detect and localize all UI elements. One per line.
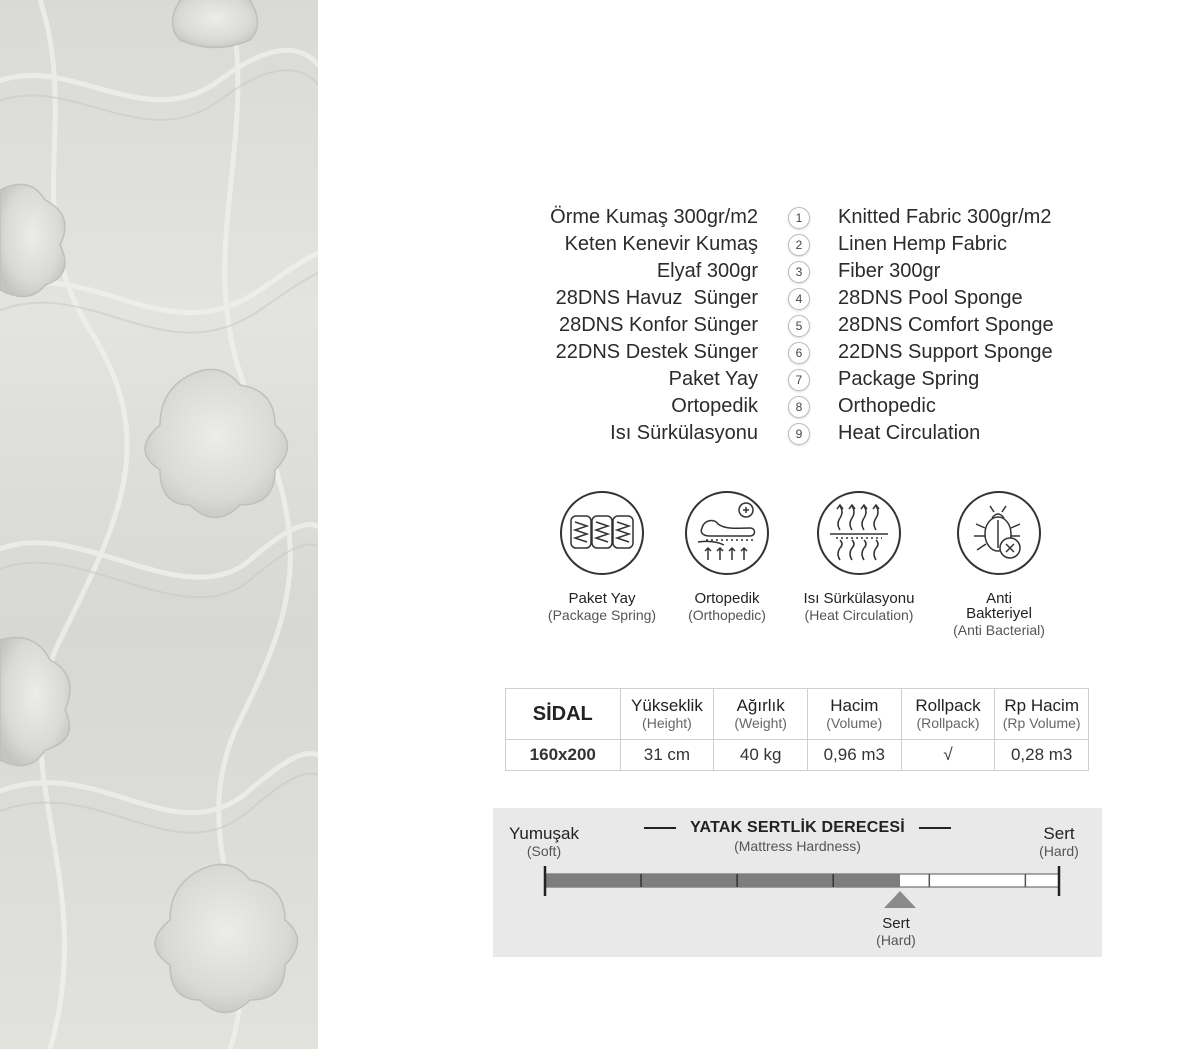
header-sub: (Height) [642, 715, 692, 731]
header-sub: (Volume) [826, 715, 883, 731]
anti-bacterial-icon [956, 490, 1042, 576]
size-cell [506, 740, 621, 771]
layer-number-badge: 9 [788, 423, 810, 445]
specs-table [505, 688, 1089, 771]
scale-fill [545, 874, 900, 887]
layer-number-badge: 1 [788, 207, 810, 229]
hardness-subtitle: (Mattress Hardness) [734, 838, 861, 854]
layer-row [520, 258, 1120, 285]
layer-row [520, 420, 1120, 447]
header-cell [995, 689, 1089, 740]
header-main: Yükseklik [631, 696, 703, 715]
header-cell [901, 689, 995, 740]
fabric-texture-image [0, 0, 318, 1049]
value-cell: 31 cm [620, 740, 714, 771]
layer-number-badge: 4 [788, 288, 810, 310]
layer-number-badge: 3 [788, 261, 810, 283]
layer-number-badge: 8 [788, 396, 810, 418]
model-name: SİDAL [532, 702, 593, 725]
layer-name-tr: Keten Kenevir Kumaş [564, 233, 758, 255]
layer-name-en: Fiber 300gr [838, 260, 941, 282]
layer-row [520, 231, 1120, 258]
feature-label: Paket Yay [568, 590, 636, 607]
layer-name-en: Linen Hemp Fabric [838, 233, 1007, 255]
hard-label: Sert [1043, 824, 1075, 843]
feature-sublabel: (Orthopedic) [688, 607, 766, 623]
value-cell: 0,28 m3 [995, 740, 1089, 771]
layer-name-tr: Isı Sürkülasyonu [610, 422, 758, 444]
heat-circulation-icon [816, 490, 902, 576]
hardness-scale [493, 808, 1102, 918]
size-value: 160x200 [529, 745, 596, 764]
layer-row [520, 393, 1120, 420]
marker-label [863, 916, 929, 949]
layer-name-en: 28DNS Pool Sponge [838, 287, 1023, 309]
layer-name-tr: Ortopedik [671, 395, 758, 417]
layer-name-en: Orthopedic [838, 395, 936, 417]
layer-name-tr: 22DNS Destek Sünger [555, 341, 758, 363]
header-main: Rollpack [915, 696, 981, 715]
layer-name-tr: Elyaf 300gr [656, 260, 758, 282]
layer-name-tr: Paket Yay [668, 368, 758, 390]
orthopedic-icon [684, 490, 770, 576]
feature-label: Anti Bakteriyel [966, 590, 1032, 622]
feature-icons [540, 490, 1080, 640]
soft-sublabel: (Soft) [526, 843, 562, 859]
layer-name-tr: Örme Kumaş 300gr/m2 [550, 206, 758, 228]
hard-sublabel: (Hard) [1039, 843, 1079, 859]
layer-name-en: Heat Circulation [838, 422, 981, 444]
package-spring-icon [559, 490, 645, 576]
feature-sublabel: (Heat Circulation) [804, 607, 914, 623]
marker-label-sub: (Hard) [876, 932, 916, 948]
feature-sublabel: (Anti Bacterial) [953, 622, 1045, 638]
value-cell: √ [901, 740, 995, 771]
header-sub: (Weight) [734, 715, 787, 731]
fabric-pattern [0, 0, 318, 1049]
layer-row [520, 339, 1120, 366]
layer-name-en: 28DNS Comfort Sponge [838, 314, 1054, 336]
value-cell: 40 kg [714, 740, 808, 771]
layer-number-badge: 6 [788, 342, 810, 364]
layer-name-en: Knitted Fabric 300gr/m2 [838, 206, 1052, 228]
feature-package-spring [537, 490, 667, 624]
layer-number-badge: 7 [788, 369, 810, 391]
hardness-panel [493, 808, 1102, 957]
header-main: Ağırlık [736, 696, 785, 715]
soft-label: Yumuşak [509, 824, 579, 843]
layer-number-badge: 5 [788, 315, 810, 337]
header-cell [620, 689, 714, 740]
feature-label: Ortopedik [694, 590, 760, 607]
feature-orthopedic [662, 490, 792, 624]
feature-label: Isı Sürkülasyonu [803, 590, 915, 607]
specs-value-row [506, 740, 1089, 771]
layer-row [520, 285, 1120, 312]
feature-heat-circulation [794, 490, 924, 624]
marker-label-main: Sert [882, 915, 910, 932]
header-main: Hacim [830, 696, 879, 715]
layer-name-tr: 28DNS Havuz Sünger [555, 287, 758, 309]
layer-name-en: 22DNS Support Sponge [838, 341, 1053, 363]
specs-header-row [506, 689, 1089, 740]
layer-row [520, 366, 1120, 393]
scale-marker [884, 891, 916, 908]
header-sub: (Rollpack) [916, 715, 980, 731]
header-cell [807, 689, 901, 740]
value-cell: 0,96 m3 [807, 740, 901, 771]
header-main: Rp Hacim [1004, 696, 1079, 715]
hardness-title: YATAK SERTLİK DERECESİ [690, 819, 905, 836]
layer-row [520, 312, 1120, 339]
layer-name-en: Package Spring [838, 368, 980, 390]
header-cell [714, 689, 808, 740]
header-sub: (Rp Volume) [1002, 715, 1081, 731]
model-cell [506, 689, 621, 740]
layer-number-badge: 2 [788, 234, 810, 256]
feature-anti-bacterial [934, 490, 1064, 639]
layer-name-tr: 28DNS Konfor Sünger [558, 314, 758, 336]
layer-list [520, 204, 1120, 447]
feature-sublabel: (Package Spring) [547, 607, 657, 623]
layer-row [520, 204, 1120, 231]
